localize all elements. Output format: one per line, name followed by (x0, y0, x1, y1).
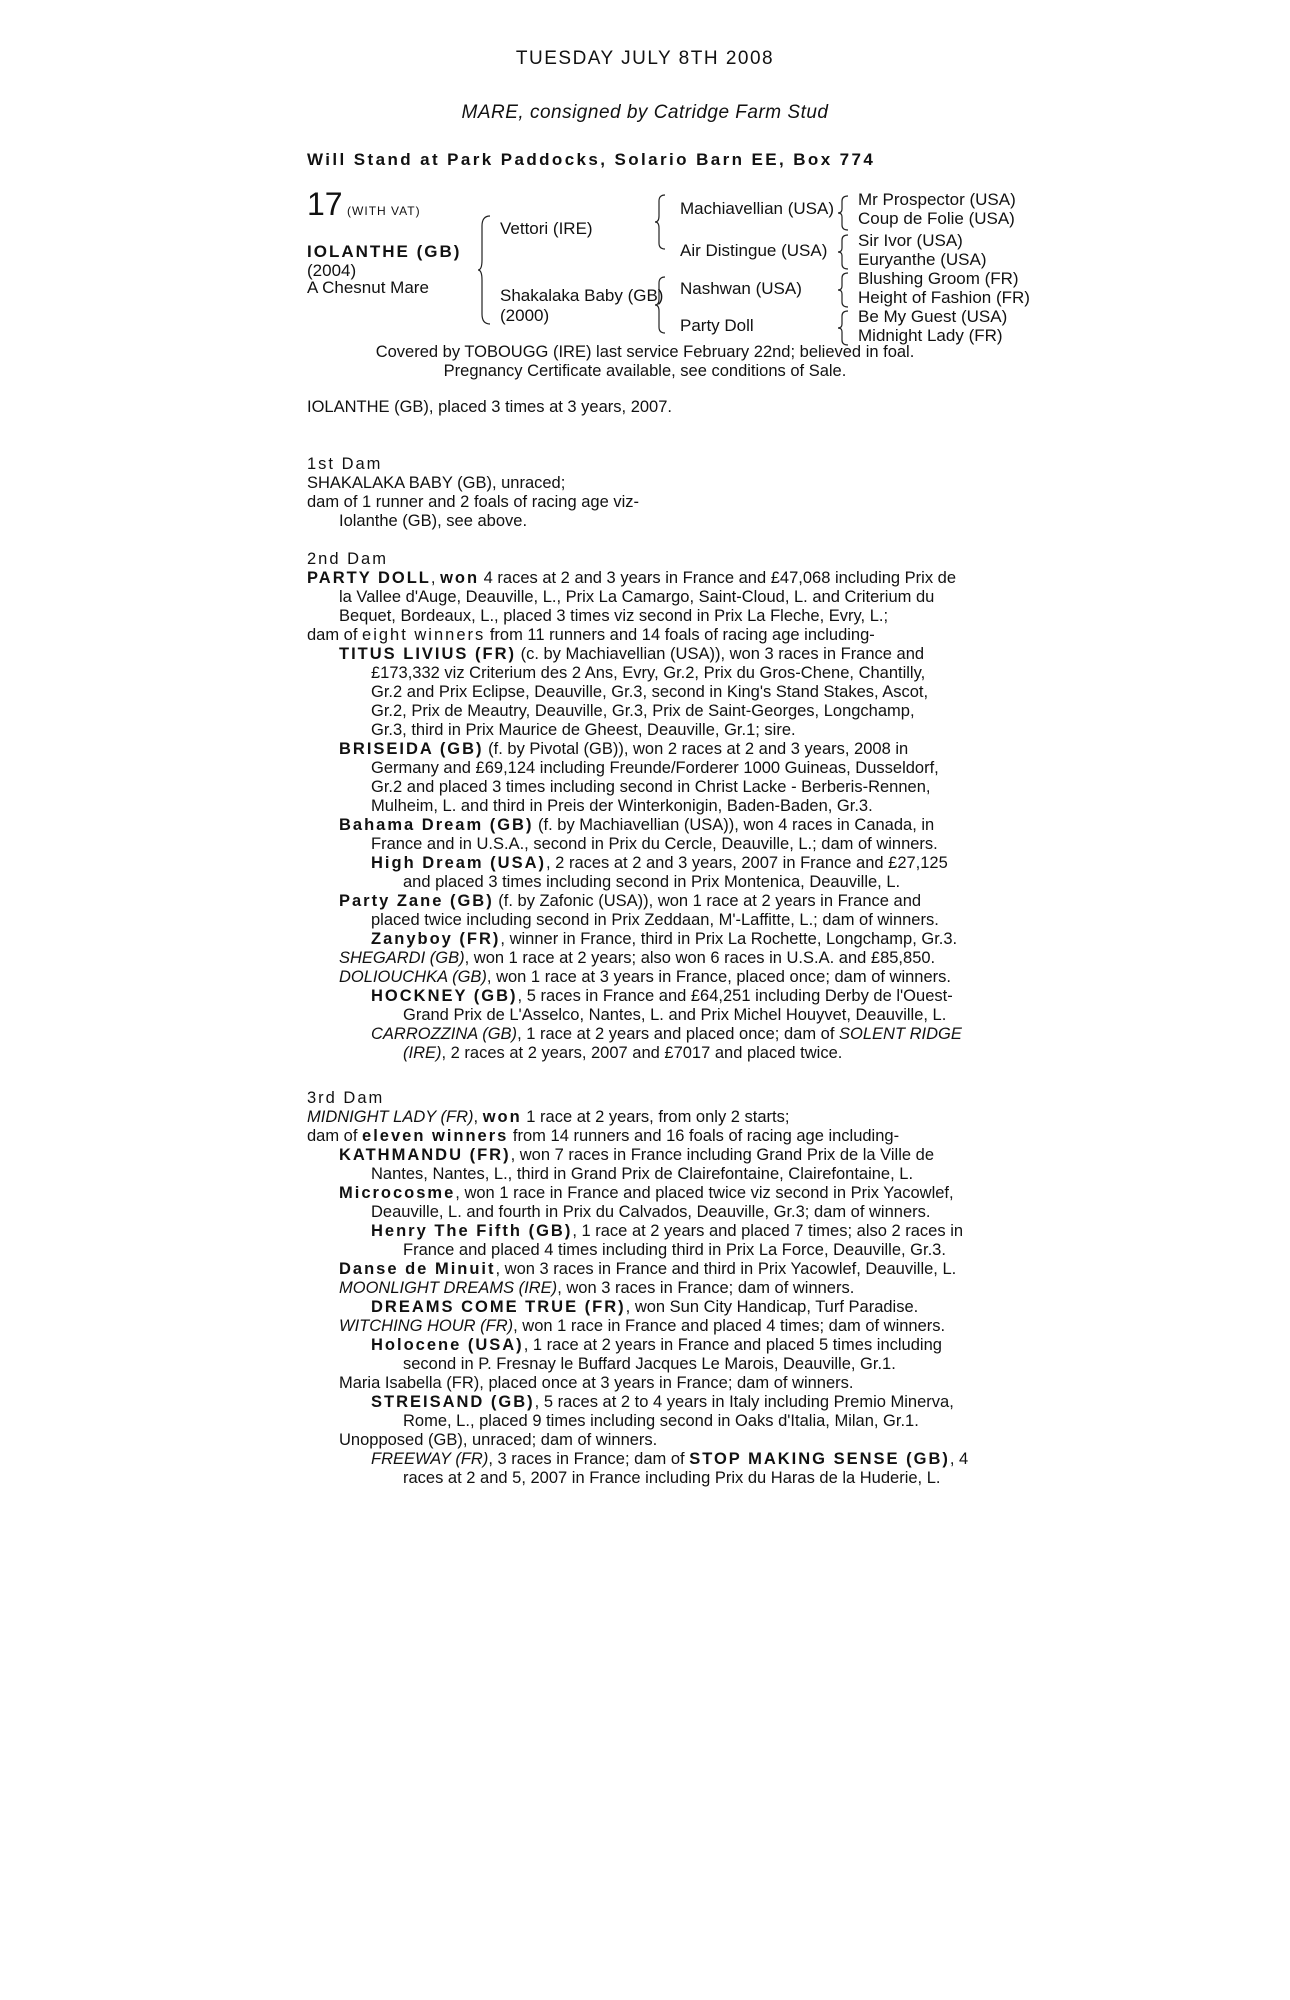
produce-line (307, 968, 1047, 987)
produce-line (307, 1184, 1047, 1203)
first-dam-heading: 1st Dam (307, 455, 383, 473)
text-span: , won 1 race at 2 years; also won 6 races in U.S.A. and £85,850. (464, 949, 936, 967)
covered-note-line-2: Pregnancy Certificate available, see conditions of Sale. (443, 362, 847, 380)
pedigree-brace-6 (838, 272, 850, 308)
produce-line (307, 930, 1047, 949)
produce-line: Gr.2, Prix de Meautry, Deauville, Gr.3, Prix de Saint-Georges, Longchamp, (371, 702, 915, 720)
pedigree-dam-sire: Nashwan (USA) (680, 279, 802, 298)
lot-name: IOLANTHE (GB) (307, 242, 462, 261)
produce-line: Gr.2 and placed 3 times including second in Christ Lacke - Berberis-Rennen, (371, 778, 931, 796)
produce-line: Grand Prix de L'Asselco, Nantes, L. and Prix Michel Houyvet, Deauville, L. (403, 1006, 947, 1024)
produce-line (307, 1450, 1047, 1469)
horse-name: KATHMANDU (FR) (339, 1146, 511, 1164)
text-span: 1 race at 2 years, from only 2 starts; (521, 1108, 790, 1126)
produce-line: placed twice including second in Prix Zeddaan, M'-Laffitte, L.; dam of winners. (371, 911, 939, 929)
covered-note-line-1: Covered by TOBOUGG (IRE) last service February 22nd; believed in foal. (375, 343, 915, 361)
produce-line (307, 1317, 1047, 1336)
produce-line: £173,332 viz Criterium des 2 Ans, Evry, Gr.2, Prix du Gros-Chene, Chantilly, (371, 664, 926, 682)
horse-name: DOLIOUCHKA (GB) (339, 968, 487, 986)
text-span: dam of (307, 1127, 363, 1145)
pedigree-brace-4 (838, 195, 850, 231)
text-span: , 1 race at 2 years in France and placed 5 times including (523, 1336, 942, 1354)
produce-line: Unopposed (GB), unraced; dam of winners. (339, 1431, 658, 1449)
lot-number-block (307, 186, 421, 223)
produce-line: and placed 3 times including second in Prix Montenica, Deauville, L. (403, 873, 901, 891)
produce-line: Deauville, L. and fourth in Prix du Calvados, Deauville, Gr.3; dam of winners. (371, 1203, 931, 1221)
pedigree-ssd: Coup de Folie (USA) (858, 209, 1015, 228)
produce-line: Nantes, Nantes, L., third in Grand Prix de Clairefontaine, Clairefontaine, L. (371, 1165, 914, 1183)
horse-name: STOP MAKING SENSE (GB) (689, 1450, 950, 1468)
text-span: , 5 races at 2 to 4 years in Italy including Premio Minerva, (534, 1393, 954, 1411)
produce-line: second in P. Fresnay le Buffard Jacques Le Marois, Deauville, Gr.1. (403, 1355, 896, 1373)
third-dam-heading: 3rd Dam (307, 1089, 385, 1107)
vat-note: (WITH VAT) (347, 204, 421, 218)
won-word: won (482, 1108, 522, 1126)
horse-name: Microcosme (339, 1184, 456, 1202)
pedigree-sire-sire: Machiavellian (USA) (680, 199, 834, 218)
text-span: , 1 race at 2 years and placed 7 times; also 2 races in (572, 1222, 964, 1240)
horse-name: SOLENT RIDGE (839, 1025, 962, 1043)
pedigree-sire-dam: Air Distingue (USA) (680, 241, 828, 260)
text-span: (f. by Machiavellian (USA)), won 4 races in Canada, in (533, 816, 935, 834)
produce-line (307, 1025, 1047, 1044)
text-span: , winner in France, third in Prix La Rochette, Longchamp, Gr.3. (500, 930, 958, 948)
second-dam-line: la Vallee d'Auge, Deauville, L., Prix La Camargo, Saint-Cloud, L. and Criterium du (339, 588, 935, 606)
text-span: from 11 runners and 14 foals of racing age including- (485, 626, 875, 644)
third-dam-line: MIDNIGHT LADY (FR), won 1 race at 2 years, from only 2 starts; (307, 1108, 790, 1126)
horse-name: DREAMS COME TRUE (FR) (371, 1298, 626, 1316)
pedigree-sss: Mr Prospector (USA) (858, 190, 1016, 209)
produce-line (307, 854, 1047, 873)
produce-line (307, 816, 1047, 835)
text-span: , won 7 races in France including Grand Prix de la Ville de (510, 1146, 934, 1164)
produce-line (307, 987, 1047, 1006)
horse-name: (IRE) (403, 1044, 442, 1062)
winners-count: eight winners (362, 626, 486, 644)
horse-name: BRISEIDA (GB) (339, 740, 484, 758)
produce-line (307, 1044, 1047, 1063)
pedigree-brace-7 (838, 310, 850, 346)
produce-line: Germany and £69,124 including Freunde/Forderer 1000 Guineas, Dusseldorf, (371, 759, 939, 777)
lot-year: (2004) (307, 261, 357, 280)
produce-line: France and in U.S.A., second in Prix du Cercle, Deauville, L.; dam of winners. (371, 835, 938, 853)
text-span: dam of (307, 626, 363, 644)
lot-description: A Chesnut Mare (307, 278, 429, 297)
text-span: , 1 race at 2 years and placed once; dam of (517, 1025, 840, 1043)
consignment-line: MARE, consigned by Catridge Farm Stud (461, 102, 829, 123)
pedigree-sire: Vettori (IRE) (500, 219, 593, 238)
winners-count: eleven winners (362, 1127, 509, 1145)
horse-name: Henry The Fifth (GB) (371, 1222, 573, 1240)
lot-summary: IOLANTHE (GB), placed 3 times at 3 years, 2007. (307, 398, 672, 416)
pedigree-sdd: Euryanthe (USA) (858, 250, 987, 269)
horse-name: PARTY DOLL (307, 569, 431, 587)
second-dam-line: PARTY DOLL, won 4 races at 2 and 3 years in France and £47,068 including Prix de (307, 569, 957, 587)
pedigree-dam-year: (2000) (500, 306, 550, 325)
produce-line: Rome, L., placed 9 times including second in Oaks d'Italia, Milan, Gr.1. (403, 1412, 919, 1430)
pedigree-dds: Be My Guest (USA) (858, 307, 1008, 326)
text-span: (f. by Zafonic (USA)), won 1 race at 2 years in France and (493, 892, 922, 910)
text-span: , won 3 races in France and third in Prix Yacowlef, Deauville, L. (495, 1260, 957, 1278)
text-span: , 2 races at 2 and 3 years, 2007 in France and £27,125 (546, 854, 948, 872)
produce-line (307, 645, 1047, 664)
text-span: , 2 races at 2 years, 2007 and £7017 and placed twice. (441, 1044, 843, 1062)
text-span: 4 races at 2 and 3 years in France and £47,068 including Prix de (479, 569, 957, 587)
horse-name: MOONLIGHT DREAMS (IRE) (339, 1279, 558, 1297)
text-span: , 3 races in France; dam of (488, 1450, 690, 1468)
horse-name: STREISAND (GB) (371, 1393, 535, 1411)
produce-line (307, 1336, 1047, 1355)
produce-line: Gr.2 and Prix Eclipse, Deauville, Gr.3, second in King's Stand Stakes, Ascot, (371, 683, 929, 701)
second-dam-line: Bequet, Bordeaux, L., placed 3 times viz second in Prix La Fleche, Evry, L.; (339, 607, 889, 625)
pedigree-dsd: Height of Fashion (FR) (858, 288, 1030, 307)
horse-name: Holocene (USA) (371, 1336, 524, 1354)
pedigree-brace-1 (478, 214, 492, 326)
lot-number: 17 (307, 186, 343, 222)
produce-line (307, 1279, 1047, 1298)
won-word: won (440, 569, 480, 587)
produce-line (307, 1260, 1047, 1279)
pedigree-brace-5 (838, 234, 850, 270)
first-dam-line: SHAKALAKA BABY (GB), unraced; (307, 474, 566, 492)
horse-name: MIDNIGHT LADY (FR) (307, 1108, 474, 1126)
horse-name: HOCKNEY (GB) (371, 987, 518, 1005)
horse-name: Zanyboy (FR) (371, 930, 501, 948)
produce-line: Maria Isabella (FR), placed once at 3 years in France; dam of winners. (339, 1374, 854, 1392)
text-span: , won 3 races in France; dam of winners. (557, 1279, 855, 1297)
horse-name: High Dream (USA) (371, 854, 547, 872)
produce-line: Gr.3, third in Prix Maurice de Gheest, Deauville, Gr.1; sire. (371, 721, 796, 739)
horse-name: FREEWAY (FR) (371, 1450, 489, 1468)
produce-line (307, 949, 1047, 968)
produce-line (307, 740, 1047, 759)
produce-line (307, 1298, 1047, 1317)
produce-line: France and placed 4 times including third in Prix La Force, Deauville, Gr.3. (403, 1241, 946, 1259)
produce-line: races at 2 and 5, 2007 in France including Prix du Haras de la Huderie, L. (403, 1469, 941, 1487)
pedigree-brace-2 (655, 194, 667, 250)
text-span: , 5 races in France and £64,251 including Derby de l'Ouest- (517, 987, 953, 1005)
horse-name: TITUS LIVIUS (FR) (339, 645, 516, 663)
produce-line (307, 1222, 1047, 1241)
horse-name: Danse de Minuit (339, 1260, 496, 1278)
pedigree-ddd: Midnight Lady (FR) (858, 326, 1003, 345)
horse-name: CARROZZINA (GB) (371, 1025, 518, 1043)
text-span: from 14 runners and 16 foals of racing age including- (508, 1127, 900, 1145)
text-span: , won 1 race at 3 years in France, placed once; dam of winners. (486, 968, 951, 986)
horse-name: SHEGARDI (GB) (339, 949, 465, 967)
produce-line (307, 1393, 1047, 1412)
produce-line (307, 892, 1047, 911)
text-span: (c. by Machiavellian (USA)), won 3 races in France and (516, 645, 925, 663)
third-dam-line (307, 1127, 1047, 1146)
text-span: , won Sun City Handicap, Turf Paradise. (625, 1298, 919, 1316)
first-dam-line: Iolanthe (GB), see above. (339, 512, 528, 530)
pedigree-dam: Shakalaka Baby (GB) (500, 286, 664, 305)
text-span: , 4 (949, 1450, 969, 1468)
pedigree-dss: Blushing Groom (FR) (858, 269, 1019, 288)
second-dam-heading: 2nd Dam (307, 550, 388, 568)
second-dam-line (307, 626, 1047, 645)
horse-name: Bahama Dream (GB) (339, 816, 534, 834)
produce-line: Mulheim, L. and third in Preis der Winterkonigin, Baden-Baden, Gr.3. (371, 797, 873, 815)
pedigree-body (307, 398, 1047, 1488)
sale-date: TUESDAY JULY 8TH 2008 (515, 48, 775, 69)
text-span: (f. by Pivotal (GB)), won 2 races at 2 and 3 years, 2008 in (483, 740, 909, 758)
pedigree-sds: Sir Ivor (USA) (858, 231, 963, 250)
first-dam-line: dam of 1 runner and 2 foals of racing age viz- (307, 493, 640, 511)
stand-location: Will Stand at Park Paddocks, Solario Barn EE, Box 774 (307, 150, 876, 169)
horse-name: Party Zane (GB) (339, 892, 494, 910)
text-span: , won 1 race in France and placed 4 times; dam of winners. (513, 1317, 946, 1335)
pedigree-dam-dam: Party Doll (680, 316, 754, 335)
horse-name: WITCHING HOUR (FR) (339, 1317, 514, 1335)
text-span: , won 1 race in France and placed twice viz second in Prix Yacowlef, (455, 1184, 954, 1202)
produce-line (307, 1146, 1047, 1165)
